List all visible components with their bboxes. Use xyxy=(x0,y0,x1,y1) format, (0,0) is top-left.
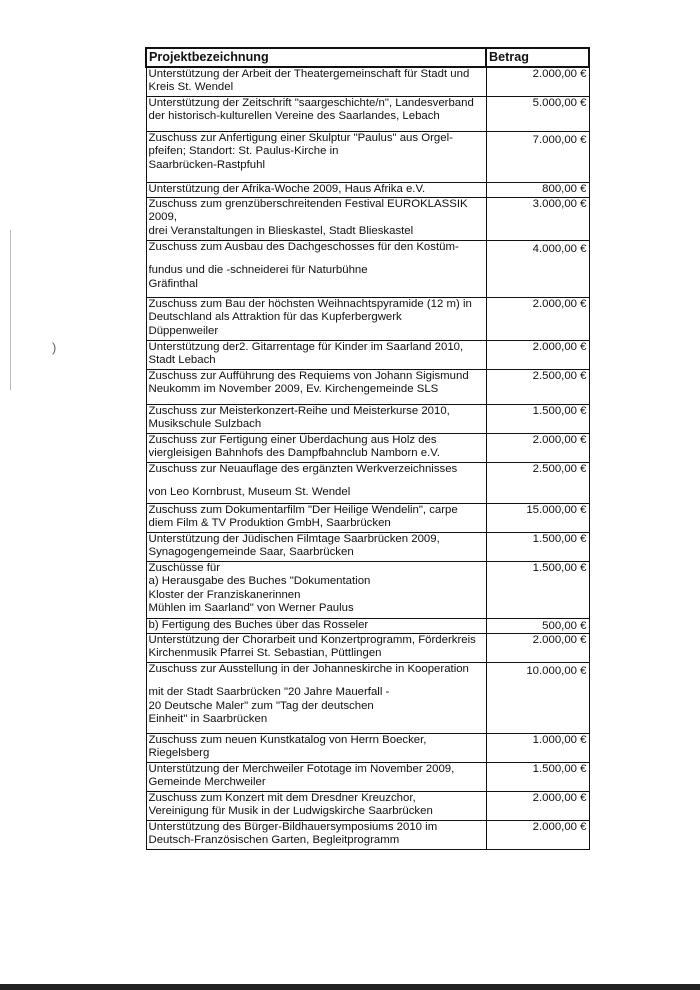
project-description-line: Zuschuss zur Neuauflage des ergänzten Werkverzeichnisses xyxy=(148,463,458,475)
project-amount: 10.000,00 € xyxy=(486,663,589,734)
project-description xyxy=(146,562,486,619)
project-amount: 7.000,00 € xyxy=(486,132,589,183)
table-row xyxy=(146,241,589,298)
project-description-line: Vereinigung für Musik in der Ludwigskirche Saarbrücken xyxy=(148,805,433,818)
project-amount: 5.000,00 € xyxy=(486,97,589,132)
table-row xyxy=(146,663,589,734)
project-description xyxy=(146,504,486,533)
project-amount: 2.000,00 € xyxy=(486,634,589,663)
project-description xyxy=(146,734,486,763)
project-description-line: Gemeinde Merchweiler xyxy=(148,776,266,789)
project-amount: 2.000,00 € xyxy=(486,821,589,850)
project-amount: 1.500,00 € xyxy=(486,763,589,792)
project-amount: 2.000,00 € xyxy=(486,792,589,821)
project-description-line: a) Herausgabe des Buches "Dokumentation xyxy=(148,575,371,588)
project-description-line: Kirchenmusik Pfarrei St. Sebastian, Püttlingen xyxy=(148,647,382,660)
table-row xyxy=(146,298,589,341)
project-description-line: Zuschuss zum Bau der höchsten Weihnachtspyramide (12 m) in xyxy=(148,298,472,310)
project-description-line: Unterstützung der Arbeit der Theatergemeinschaft für Stadt und xyxy=(148,68,470,80)
project-amount: 2.000,00 € xyxy=(486,341,589,370)
project-description-line: Stadt Lebach xyxy=(148,354,216,367)
project-description-line: Zuschuss zur Ausstellung in der Johanneskirche in Kooperation xyxy=(148,663,469,675)
project-description-line: mit der Stadt Saarbrücken "20 Jahre Mauerfall - xyxy=(148,686,390,699)
table-row xyxy=(146,821,589,850)
project-description-line: Zuschuss zum Dokumentarfilm "Der Heilige Wendelin", carpe xyxy=(148,504,458,516)
project-description-line: Unterstützung der Zeitschrift "saargeschichte/n", Landesverband xyxy=(148,97,474,109)
project-description-line: Deutschland als Attraktion für das Kupferbergwerk xyxy=(148,311,402,324)
project-amount: 1.000,00 € xyxy=(486,734,589,763)
project-amount: 3.000,00 € xyxy=(486,198,589,241)
project-description xyxy=(146,405,486,434)
project-description-line: pfeifen; Standort: St. Paulus-Kirche in xyxy=(148,145,339,158)
project-description-line: Unterstützung der Chorarbeit und Konzertprogramm, Förderkreis xyxy=(148,634,476,646)
table-row xyxy=(146,562,589,619)
table-row xyxy=(146,463,589,504)
scan-margin-line xyxy=(10,230,11,390)
project-description-line: Saarbrücken-Rastpfuhl xyxy=(148,158,265,171)
project-description xyxy=(146,763,486,792)
project-amount: 1.500,00 € xyxy=(486,405,589,434)
project-description-line: von Leo Kornbrust, Museum St. Wendel xyxy=(148,486,351,499)
project-amount: 2.500,00 € xyxy=(486,463,589,504)
project-description xyxy=(146,533,486,562)
project-amount: 2.500,00 € xyxy=(486,370,589,405)
project-description-line: Einheit" in Saarbrücken xyxy=(148,713,268,726)
project-description xyxy=(146,463,486,504)
project-description xyxy=(146,132,486,183)
table-row xyxy=(146,67,589,97)
project-description-line: Neukomm im November 2009, Ev. Kirchengemeinde SLS xyxy=(148,383,439,396)
project-description xyxy=(146,634,486,663)
project-description-line: diem Film & TV Produktion GmbH, Saarbrücken xyxy=(148,517,391,530)
project-description xyxy=(146,97,486,132)
table-row xyxy=(146,183,589,198)
project-amount: 1.500,00 € xyxy=(486,533,589,562)
project-amount: 4.000,00 € xyxy=(486,241,589,298)
project-description-line: Musikschule Sulzbach xyxy=(148,418,262,431)
project-description-line: Kloster der Franziskanerinnen xyxy=(148,588,301,601)
scan-artifact: ) xyxy=(52,340,57,355)
header-amount: Betrag xyxy=(486,48,589,67)
table-row xyxy=(146,341,589,370)
project-description xyxy=(146,241,486,298)
project-amount: 15.000,00 € xyxy=(486,504,589,533)
project-description-line: Zuschuss zur Anfertigung einer Skulptur "Paulus" aus Orgel- xyxy=(148,132,453,144)
project-amount: 2.000,00 € xyxy=(486,434,589,463)
table-header-row xyxy=(146,48,589,67)
project-description xyxy=(146,434,486,463)
project-description-line: drei Veranstaltungen in Blieskastel, Stadt Blieskastel xyxy=(148,224,414,237)
project-description xyxy=(146,370,486,405)
table-row xyxy=(146,504,589,533)
project-description-line: 2009, xyxy=(148,211,178,224)
project-description-line: Zuschuss zur Aufführung des Requiems von Johann Sigismund xyxy=(148,370,469,382)
project-description xyxy=(146,183,486,198)
project-funding-table xyxy=(145,47,590,850)
project-description-line: Gräfinthal xyxy=(148,277,198,290)
project-description-line: Unterstützung der Jüdischen Filmtage Saarbrücken 2009, xyxy=(148,533,440,545)
project-amount: 1.500,00 € xyxy=(486,562,589,619)
project-description xyxy=(146,67,486,97)
table-row xyxy=(146,734,589,763)
table-row xyxy=(146,370,589,405)
table-row xyxy=(146,132,589,183)
project-description-line: Zuschuss zur Meisterkonzert-Reihe und Meisterkurse 2010, xyxy=(148,405,450,417)
project-description xyxy=(146,821,486,850)
project-description-line: fundus und die -schneiderei für Naturbühne xyxy=(148,264,368,277)
project-description-line: Zuschuss zum neuen Kunstkatalog von Herrn Boecker, xyxy=(148,734,427,746)
table-row xyxy=(146,619,589,634)
project-description-line: Unterstützung des Bürger-Bildhauersymposiums 2010 im xyxy=(148,821,438,833)
project-description-line: Zuschuss zum grenzüberschreitenden Festival EUROKLASSIK xyxy=(148,198,468,210)
table-row xyxy=(146,533,589,562)
project-description-line: Kreis St. Wendel xyxy=(148,81,234,94)
table-row xyxy=(146,634,589,663)
project-description-line: Unterstützung der2. Gitarrentage für Kinder im Saarland 2010, xyxy=(148,341,464,353)
table-row xyxy=(146,198,589,241)
project-description-line: Mühlen im Saarland" von Werner Paulus xyxy=(148,602,354,615)
table-row xyxy=(146,792,589,821)
project-amount: 2.000,00 € xyxy=(486,298,589,341)
project-description-line: Synagogengemeinde Saar, Saarbrücken xyxy=(148,546,354,559)
project-description-line: Zuschuss zum Konzert mit dem Dresdner Kreuzchor, xyxy=(148,792,416,804)
project-description-line: Zuschuss zum Ausbau des Dachgeschosses für den Kostüm- xyxy=(148,241,459,253)
project-description xyxy=(146,198,486,241)
project-description xyxy=(146,792,486,821)
project-amount: 500,00 € xyxy=(486,619,589,634)
header-project: Projektbezeichnung xyxy=(146,48,486,67)
project-description-line: Deutsch-Französischen Garten, Begleitprogramm xyxy=(148,834,400,847)
project-description-line: Zuschuss zur Fertigung einer Überdachung aus Holz des xyxy=(148,434,437,446)
project-description-line: viergleisigen Bahnhofs des Dampfbahnclub Namborn e.V. xyxy=(148,447,440,460)
project-amount: 2.000,00 € xyxy=(486,67,589,97)
project-description xyxy=(146,663,486,734)
project-amount: 800,00 € xyxy=(486,183,589,198)
project-description-line: Unterstützung der Afrika-Woche 2009, Haus Afrika e.V. xyxy=(148,183,426,195)
project-description xyxy=(146,298,486,341)
project-description-line: Düppenweiler xyxy=(148,324,219,337)
project-description-line: Unterstützung der Merchweiler Fototage im November 2009, xyxy=(148,763,455,775)
project-description-line: Riegelsberg xyxy=(148,747,210,760)
scan-bottom-edge xyxy=(0,984,700,990)
project-description-line: Zuschüsse für xyxy=(148,562,221,574)
table-row xyxy=(146,97,589,132)
project-description xyxy=(146,341,486,370)
project-description xyxy=(146,619,486,634)
project-description-line: b) Fertigung des Buches über das Rosseler xyxy=(148,619,369,631)
project-description-line: 20 Deutsche Maler" zum "Tag der deutschen xyxy=(148,699,374,712)
table-row xyxy=(146,405,589,434)
table-row xyxy=(146,763,589,792)
table-row xyxy=(146,434,589,463)
project-description-line: der historisch-kulturellen Vereine des Saarlandes, Lebach xyxy=(148,110,440,123)
